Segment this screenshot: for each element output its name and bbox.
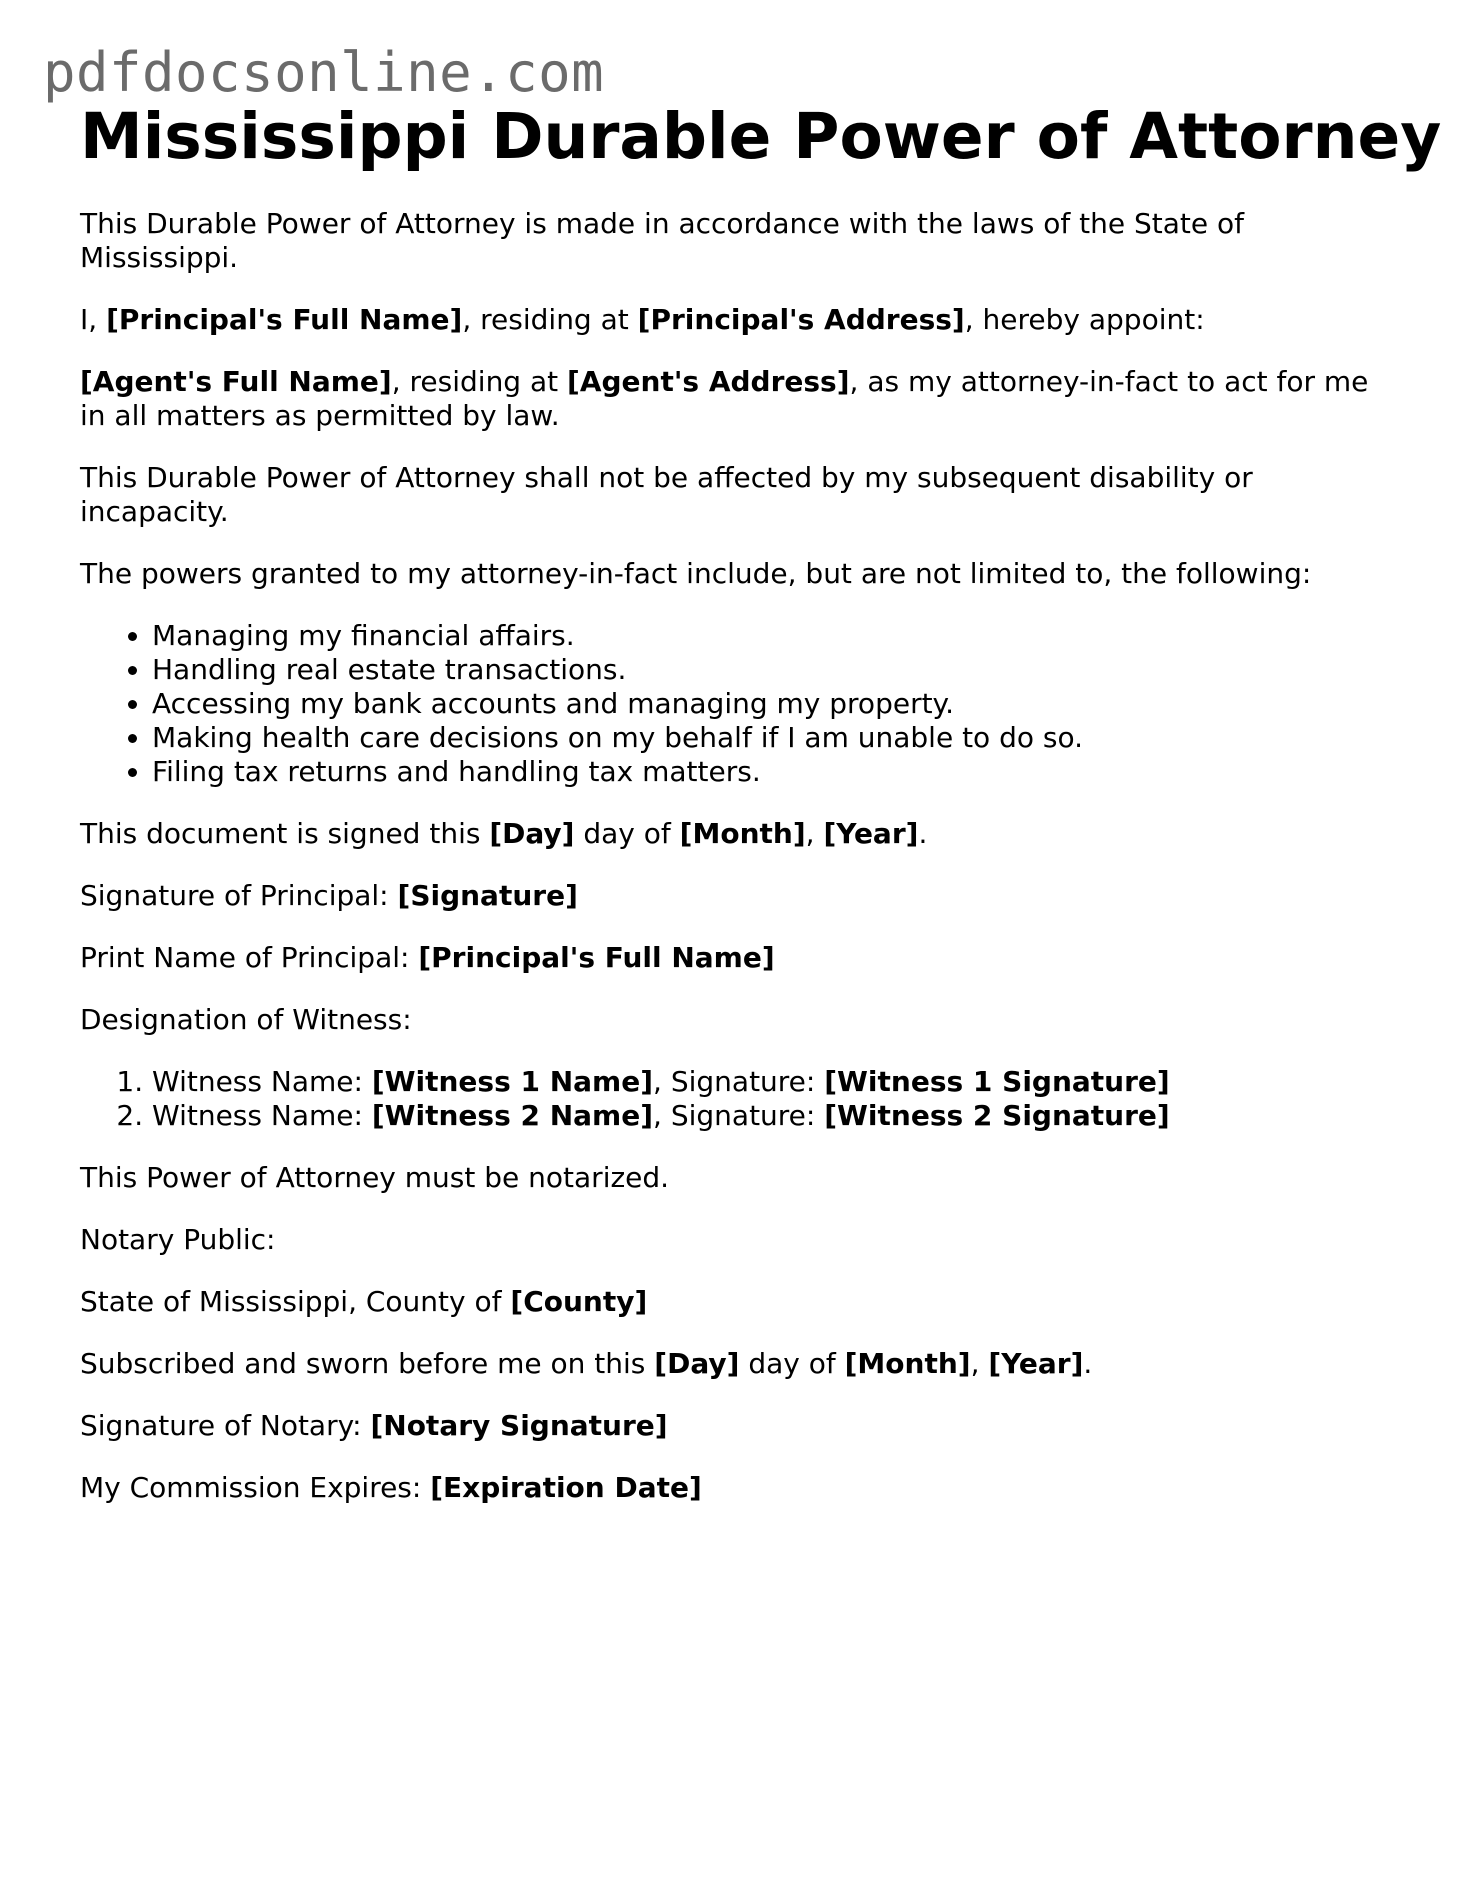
witness-signature-placeholder: [Witness 1 Signature]: [824, 1065, 1170, 1099]
appointment-paragraph: [80, 303, 1400, 337]
list-item: • Managing my financial affairs.: [152, 619, 1400, 653]
county-line: [80, 1285, 1400, 1319]
witness-name-placeholder: [Witness 1 Name]: [371, 1065, 654, 1099]
agent-suffix: , as my attorney-in-fact to act for me in all matters as permitted by law.: [80, 365, 1369, 433]
notary-heading: Notary Public:: [80, 1223, 276, 1257]
appointment-residing: , residing at: [462, 303, 638, 337]
witness-item: [152, 1065, 1400, 1099]
witness-signature-label: , Signature:: [653, 1065, 825, 1099]
notary-signature-line: [80, 1409, 1400, 1443]
witness-name-placeholder: [Witness 2 Name]: [371, 1099, 654, 1133]
principal-signature-placeholder: [Signature]: [397, 879, 578, 913]
commission-label: My Commission Expires:: [80, 1471, 431, 1505]
sworn-date-paragraph: [80, 1347, 1400, 1381]
signed-prefix: This document is signed this: [80, 817, 490, 851]
watermark: pdfdocsonline.com: [43, 41, 605, 104]
witness-signature-label: , Signature:: [653, 1099, 825, 1133]
signed-end: .: [918, 817, 928, 851]
list-item: • Filing tax returns and handling tax matters.: [152, 755, 1400, 789]
list-item: • Handling real estate transactions.: [152, 653, 1400, 687]
principal-address-placeholder: [Principal's Address]: [637, 303, 965, 337]
print-name-placeholder: [Principal's Full Name]: [418, 941, 775, 975]
principal-name-placeholder: [Principal's Full Name]: [106, 303, 463, 337]
appointment-suffix: , hereby appoint:: [964, 303, 1205, 337]
notary-signature-placeholder: [Notary Signature]: [370, 1409, 668, 1443]
sworn-month-placeholder: [Month]: [844, 1347, 971, 1381]
agent-address-placeholder: [Agent's Address]: [567, 365, 850, 399]
list-item: • Accessing my bank accounts and managing my property.: [152, 687, 1400, 721]
signed-month-placeholder: [Month]: [679, 817, 806, 851]
powers-list: [80, 619, 1400, 789]
intro-paragraph: This Durable Power of Attorney is made in accordance with the laws of the State of Mississippi.: [80, 207, 1244, 275]
signed-date-paragraph: [80, 817, 1400, 851]
sworn-prefix: Subscribed and sworn before me on this: [80, 1347, 655, 1381]
signed-year-placeholder: [Year]: [823, 817, 919, 851]
notarized-paragraph: This Power of Attorney must be notarized.: [80, 1161, 670, 1195]
sworn-end: .: [1083, 1347, 1093, 1381]
sworn-day-of: day of: [739, 1347, 845, 1381]
print-name-label: Print Name of Principal:: [80, 941, 419, 975]
witness-signature-placeholder: [Witness 2 Signature]: [824, 1099, 1170, 1133]
durability-paragraph: This Durable Power of Attorney shall not be affected by my subsequent disability or incapacity.: [80, 461, 1253, 529]
agent-paragraph: [80, 365, 1400, 433]
witness-list: [80, 1065, 1400, 1133]
signed-day-placeholder: [Day]: [489, 817, 575, 851]
witness-name-label: Witness Name:: [152, 1065, 372, 1099]
witness-item: [152, 1099, 1400, 1133]
witness-heading: Designation of Witness:: [80, 1003, 412, 1037]
document-title: Mississippi Durable Power of Attorney: [80, 100, 1442, 173]
sworn-year-placeholder: [Year]: [988, 1347, 1084, 1381]
list-item: • Making health care decisions on my behalf if I am unable to do so.: [152, 721, 1400, 755]
principal-signature-label: Signature of Principal:: [80, 879, 398, 913]
county-placeholder: [County]: [510, 1285, 648, 1319]
document: [80, 100, 1442, 1533]
principal-signature-line: [80, 879, 1400, 913]
powers-intro: The powers granted to my attorney-in-fact include, but are not limited to, the following:: [80, 557, 1312, 591]
appointment-prefix: I,: [80, 303, 107, 337]
signed-day-of: day of: [574, 817, 680, 851]
agent-residing: , residing at: [391, 365, 568, 399]
sworn-comma: ,: [970, 1347, 989, 1381]
sworn-day-placeholder: [Day]: [654, 1347, 740, 1381]
commission-line: [80, 1471, 1400, 1505]
signed-comma: ,: [805, 817, 824, 851]
county-label: State of Mississippi, County of: [80, 1285, 511, 1319]
expiration-date-placeholder: [Expiration Date]: [430, 1471, 702, 1505]
witness-name-label: Witness Name:: [152, 1099, 372, 1133]
principal-print-name-line: [80, 941, 1400, 975]
agent-name-placeholder: [Agent's Full Name]: [80, 365, 392, 399]
notary-signature-label: Signature of Notary:: [80, 1409, 371, 1443]
